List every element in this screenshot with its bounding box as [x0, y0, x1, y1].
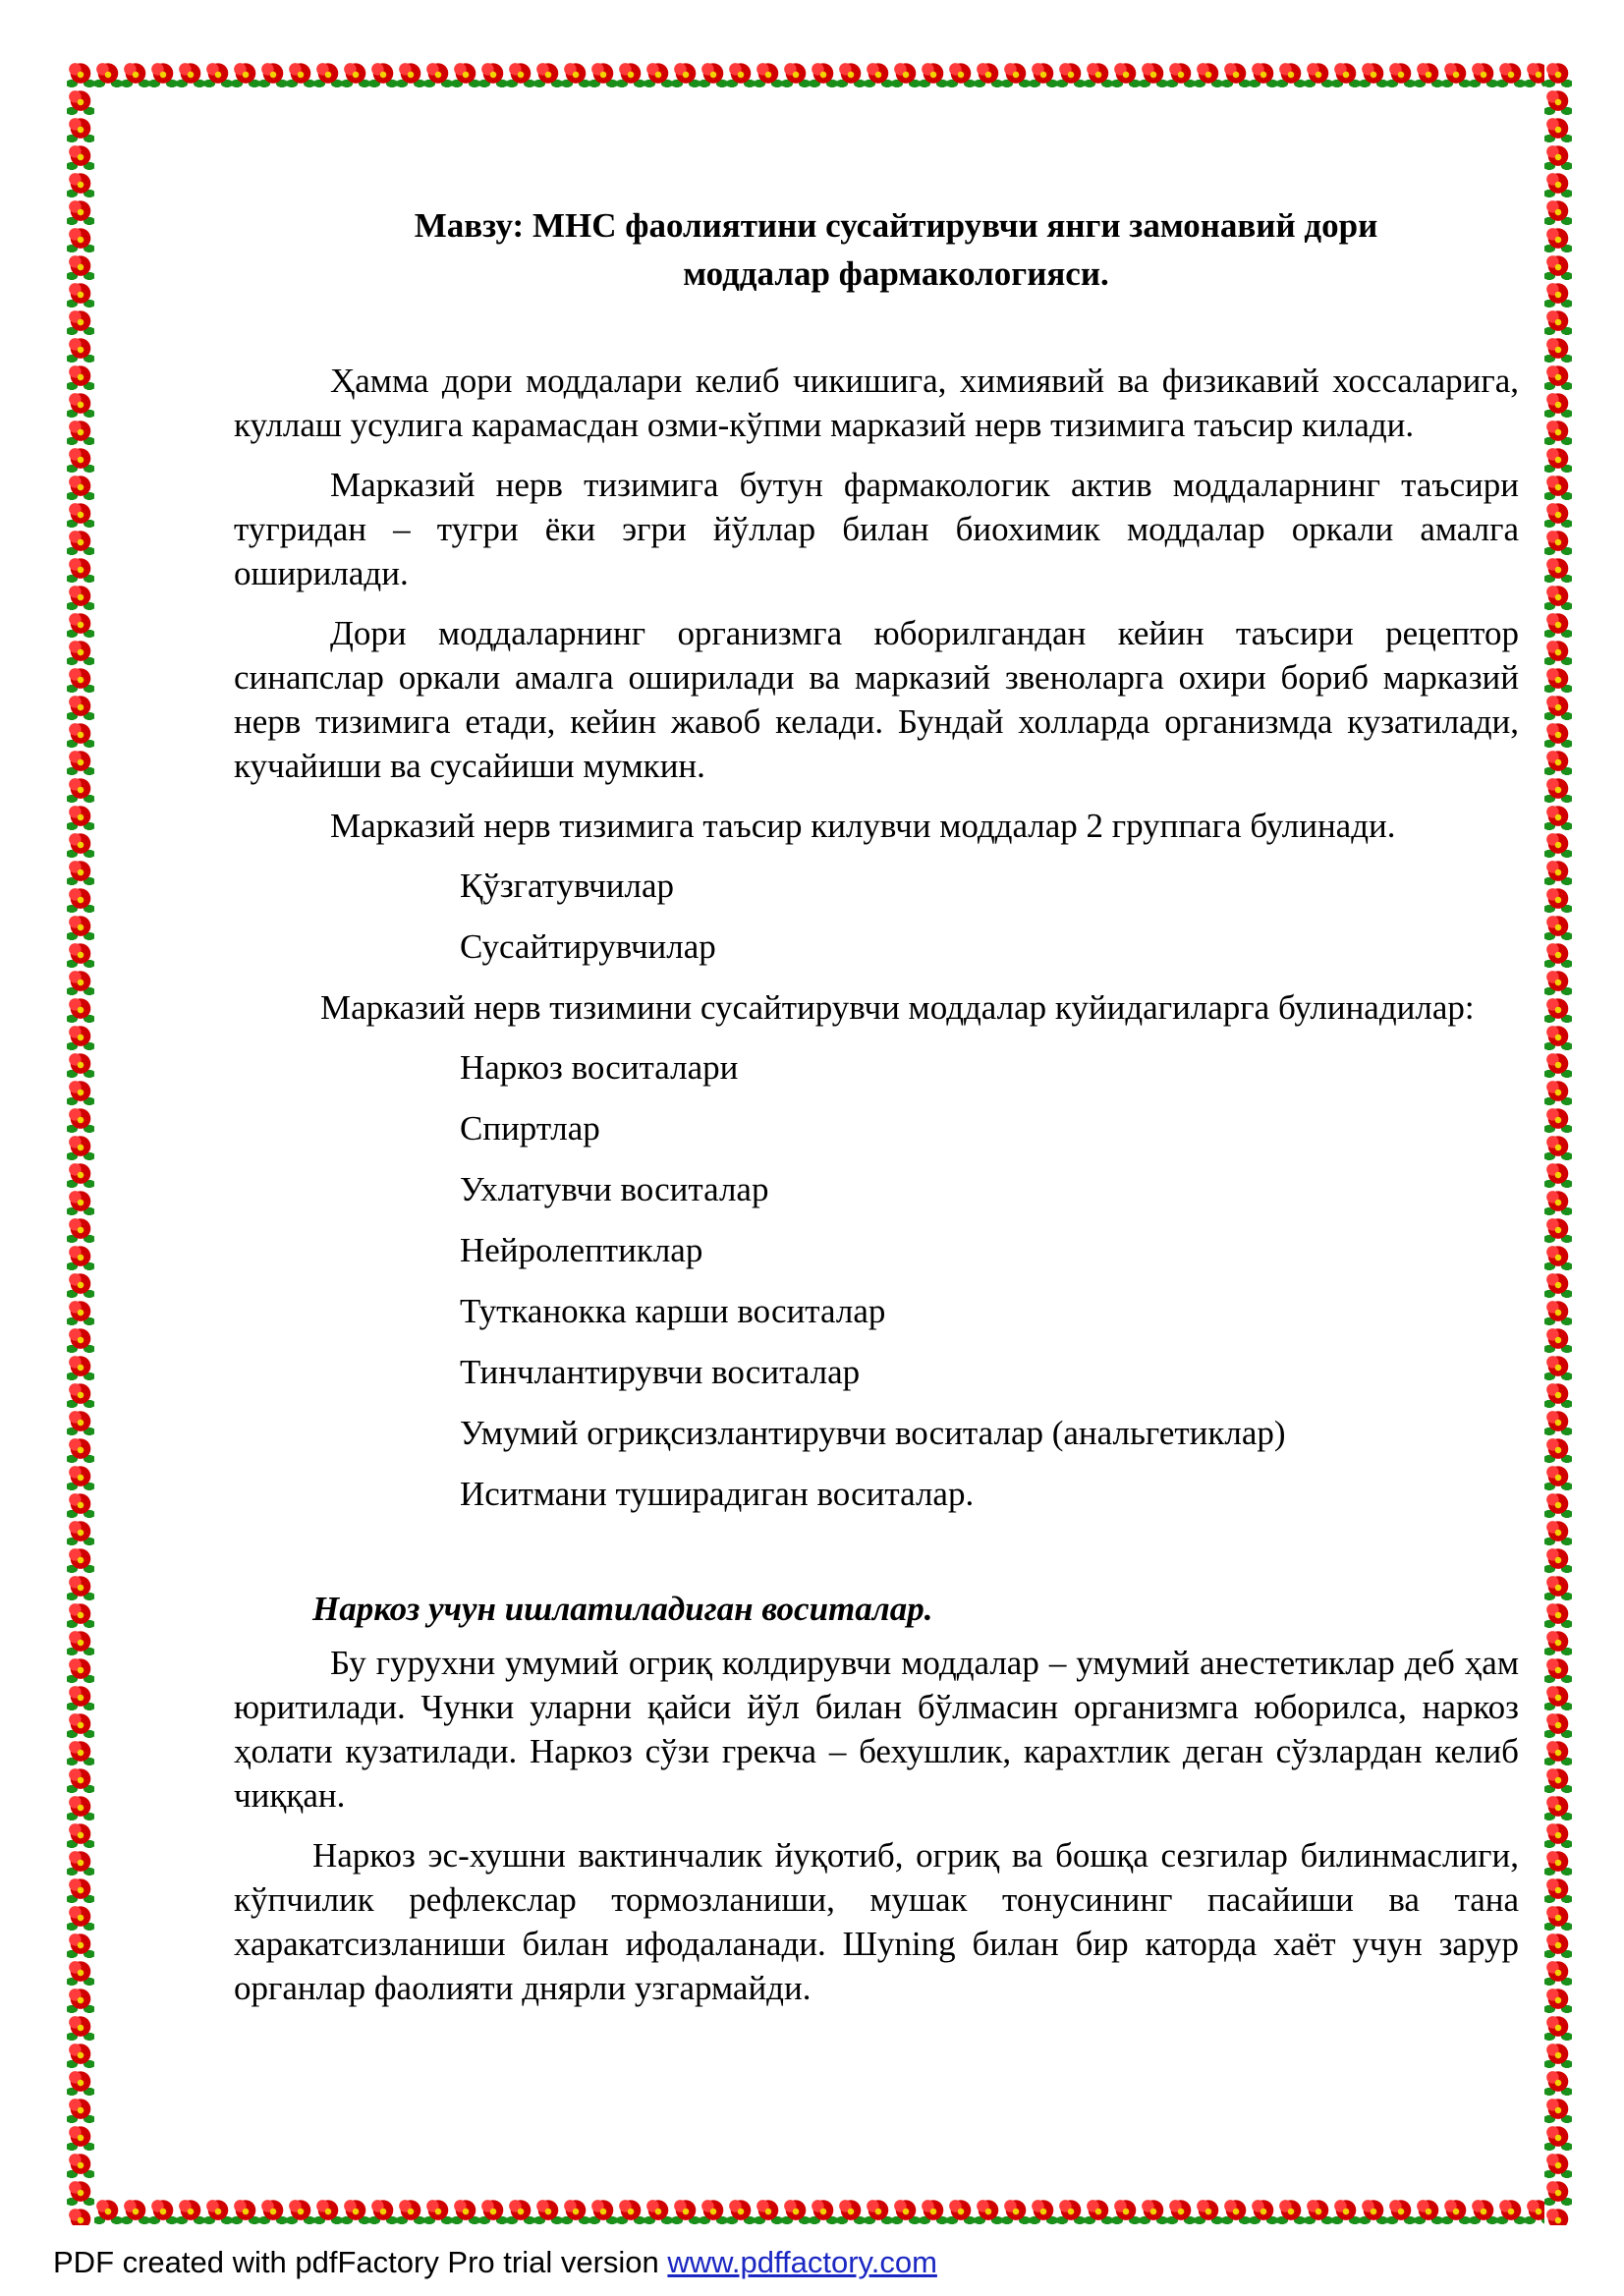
intro-paragraph-1: Ҳамма дори моддалари келиб чикишига, химиявий ва физикавий хоссаларига, куллаш усулига карамасдан озми-кўпми марказий нерв тизимига таъсир килади. [234, 362, 1519, 444]
intro-paragraph-4: Марказий нерв тизимига таъсир килувчи моддалар 2 группага булинади. [330, 807, 1396, 845]
list-item: Сусайтирувчилар [460, 927, 716, 966]
pdffactory-link[interactable]: www.pdffactory.com [667, 2245, 937, 2279]
decorative-border-right [1544, 61, 1572, 2225]
list-item: Тинчлантирувчи воситалар [460, 1353, 861, 1391]
list-item: Нейролептиклар [460, 1231, 703, 1269]
intro-paragraph-3: Дори моддаларнинг организмга юборилгандан кейин таъсири рецептор синапслар оркали амалга оширилади ва марказий звеноларга охири бориб марказий нерв тизимига етади, кейин жавоб келади. Бундай холларда организмда кузатилади, кучайиши ва сусайиши мумкин. [234, 614, 1519, 785]
depressants-intro: Марказий нерв тизимини сусайтирувчи моддалар куйидагиларга булинадилар: [320, 988, 1475, 1027]
decorative-border-left [67, 61, 94, 2225]
decorative-border-bottom [67, 2198, 1572, 2225]
list-item: Тутканокка карши воситалар [460, 1292, 886, 1330]
list-item: Иситмани туширадиган воситалар. [460, 1475, 975, 1513]
intro-paragraph-2: Марказий нерв тизимига бутун фармакологик актив моддаларнинг таъсири тугридан – тугри ёки эгри йўллар билан биохимик моддалар оркали амалга оширилади. [234, 466, 1519, 592]
title-line-1: Мавзу: МНС фаолиятини сусайтирувчи янги замонавий дори [414, 206, 1378, 245]
depressants-list [460, 1045, 1519, 1516]
section-paragraph-2: Наркоз эс-хушни вактинчалик йуқотиб, огриқ ва бошқа сезгилар билинмаслиги, кўпчилик рефлекслар тормозланиши, мушак тонусининг пасайиши ва тана харакатсизланиши билан ифодаланади. Шуning билан бир каторда хаёт учун зарур органлар фаолияти днярли узгармайди. [234, 1836, 1519, 2007]
list-item: Қўзгатувчилар [460, 867, 675, 905]
document-body [234, 182, 1519, 2026]
section-heading: Наркоз учун ишлатиладиган воситалар. [312, 1590, 933, 1628]
list-item: Ухлатувчи воситалар [460, 1170, 769, 1208]
groups-list [460, 864, 1519, 969]
pdf-footer-note [53, 2245, 937, 2280]
document-title [234, 201, 1519, 298]
list-item: Наркоз воситалари [460, 1048, 739, 1087]
title-line-2: моддалар фармакологияси. [683, 254, 1109, 293]
footer-text: PDF created with pdfFactory Pro trial version [53, 2245, 668, 2279]
list-item: Умумий огриқсизлантирувчи воситалар (анальгетиклар) [460, 1414, 1286, 1452]
decorative-border-top [67, 61, 1572, 88]
section-paragraph-1: Бу гурухни умумий огриқ колдирувчи моддалар – умумий анестетиклар деб ҳам юритилади. Чунки уларни қайси йўл билан бўлмасин организмга юборилса, наркоз ҳолати кузатилади. Наркоз сўзи грекча – бехушлик, карахтлик деган сўзлардан келиб чиққан. [234, 1644, 1519, 1815]
list-item: Спиртлар [460, 1109, 600, 1148]
